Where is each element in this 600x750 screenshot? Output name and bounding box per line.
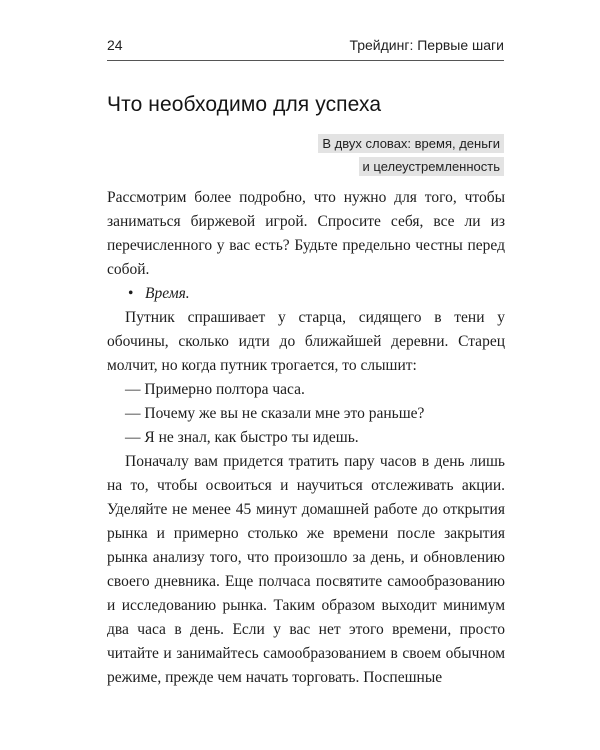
page-number: 24 (107, 37, 123, 53)
dialog-line-1: — Примерно полтора часа. (125, 381, 305, 398)
section-summary (304, 132, 504, 178)
dialog-line-2: — Почему же вы не сказали мне это раньше? (125, 405, 425, 422)
summary-line-1: В двух словах: время, деньги (322, 136, 500, 151)
section-title: Что необходимо для успеха (107, 93, 382, 116)
running-title: Трейдинг: Первые шаги (349, 37, 504, 53)
running-header (107, 37, 504, 53)
intro-paragraph: Рассмотрим более подробно, что нужно для того, чтобы заниматься биржевой игрой. Спросите себя, все ли из перечисленного у вас есть? Будьте предельно честны перед собой. (107, 189, 505, 278)
header-divider (107, 60, 504, 61)
summary-line-2: и целеустремленность (362, 159, 500, 174)
bullet-item-time (107, 282, 505, 306)
bullet-label: Время. (145, 285, 190, 302)
dialog-line-3: — Я не знал, как быстро ты идешь. (125, 429, 359, 446)
bullet-symbol: • (128, 285, 134, 302)
main-paragraph: Поначалу вам придется тратить пару часов в день лишь на то, чтобы освоиться и научиться отслеживать акции. Уделяйте не менее 45 минут домашней работе до открытия рынка и примерно столько же времени после закрытия рынка анализу того, что произошло за день, и обновлению своего дневника. Еще полчаса посвятите самообразованию и исследованию рынка. Таким образом выходит минимум два часа в день. Если у вас нет этого времени, просто читайте и занимайтесь самообразованием в своем обычном режиме, прежде чем начать торговать. Поспешные (107, 453, 505, 686)
body-text (107, 186, 505, 690)
story-paragraph: Путник спрашивает у старца, сидящего в тени у обочины, сколько идти до ближайшей деревни. Старец молчит, но когда путник трогается, то слышит: (107, 309, 505, 374)
